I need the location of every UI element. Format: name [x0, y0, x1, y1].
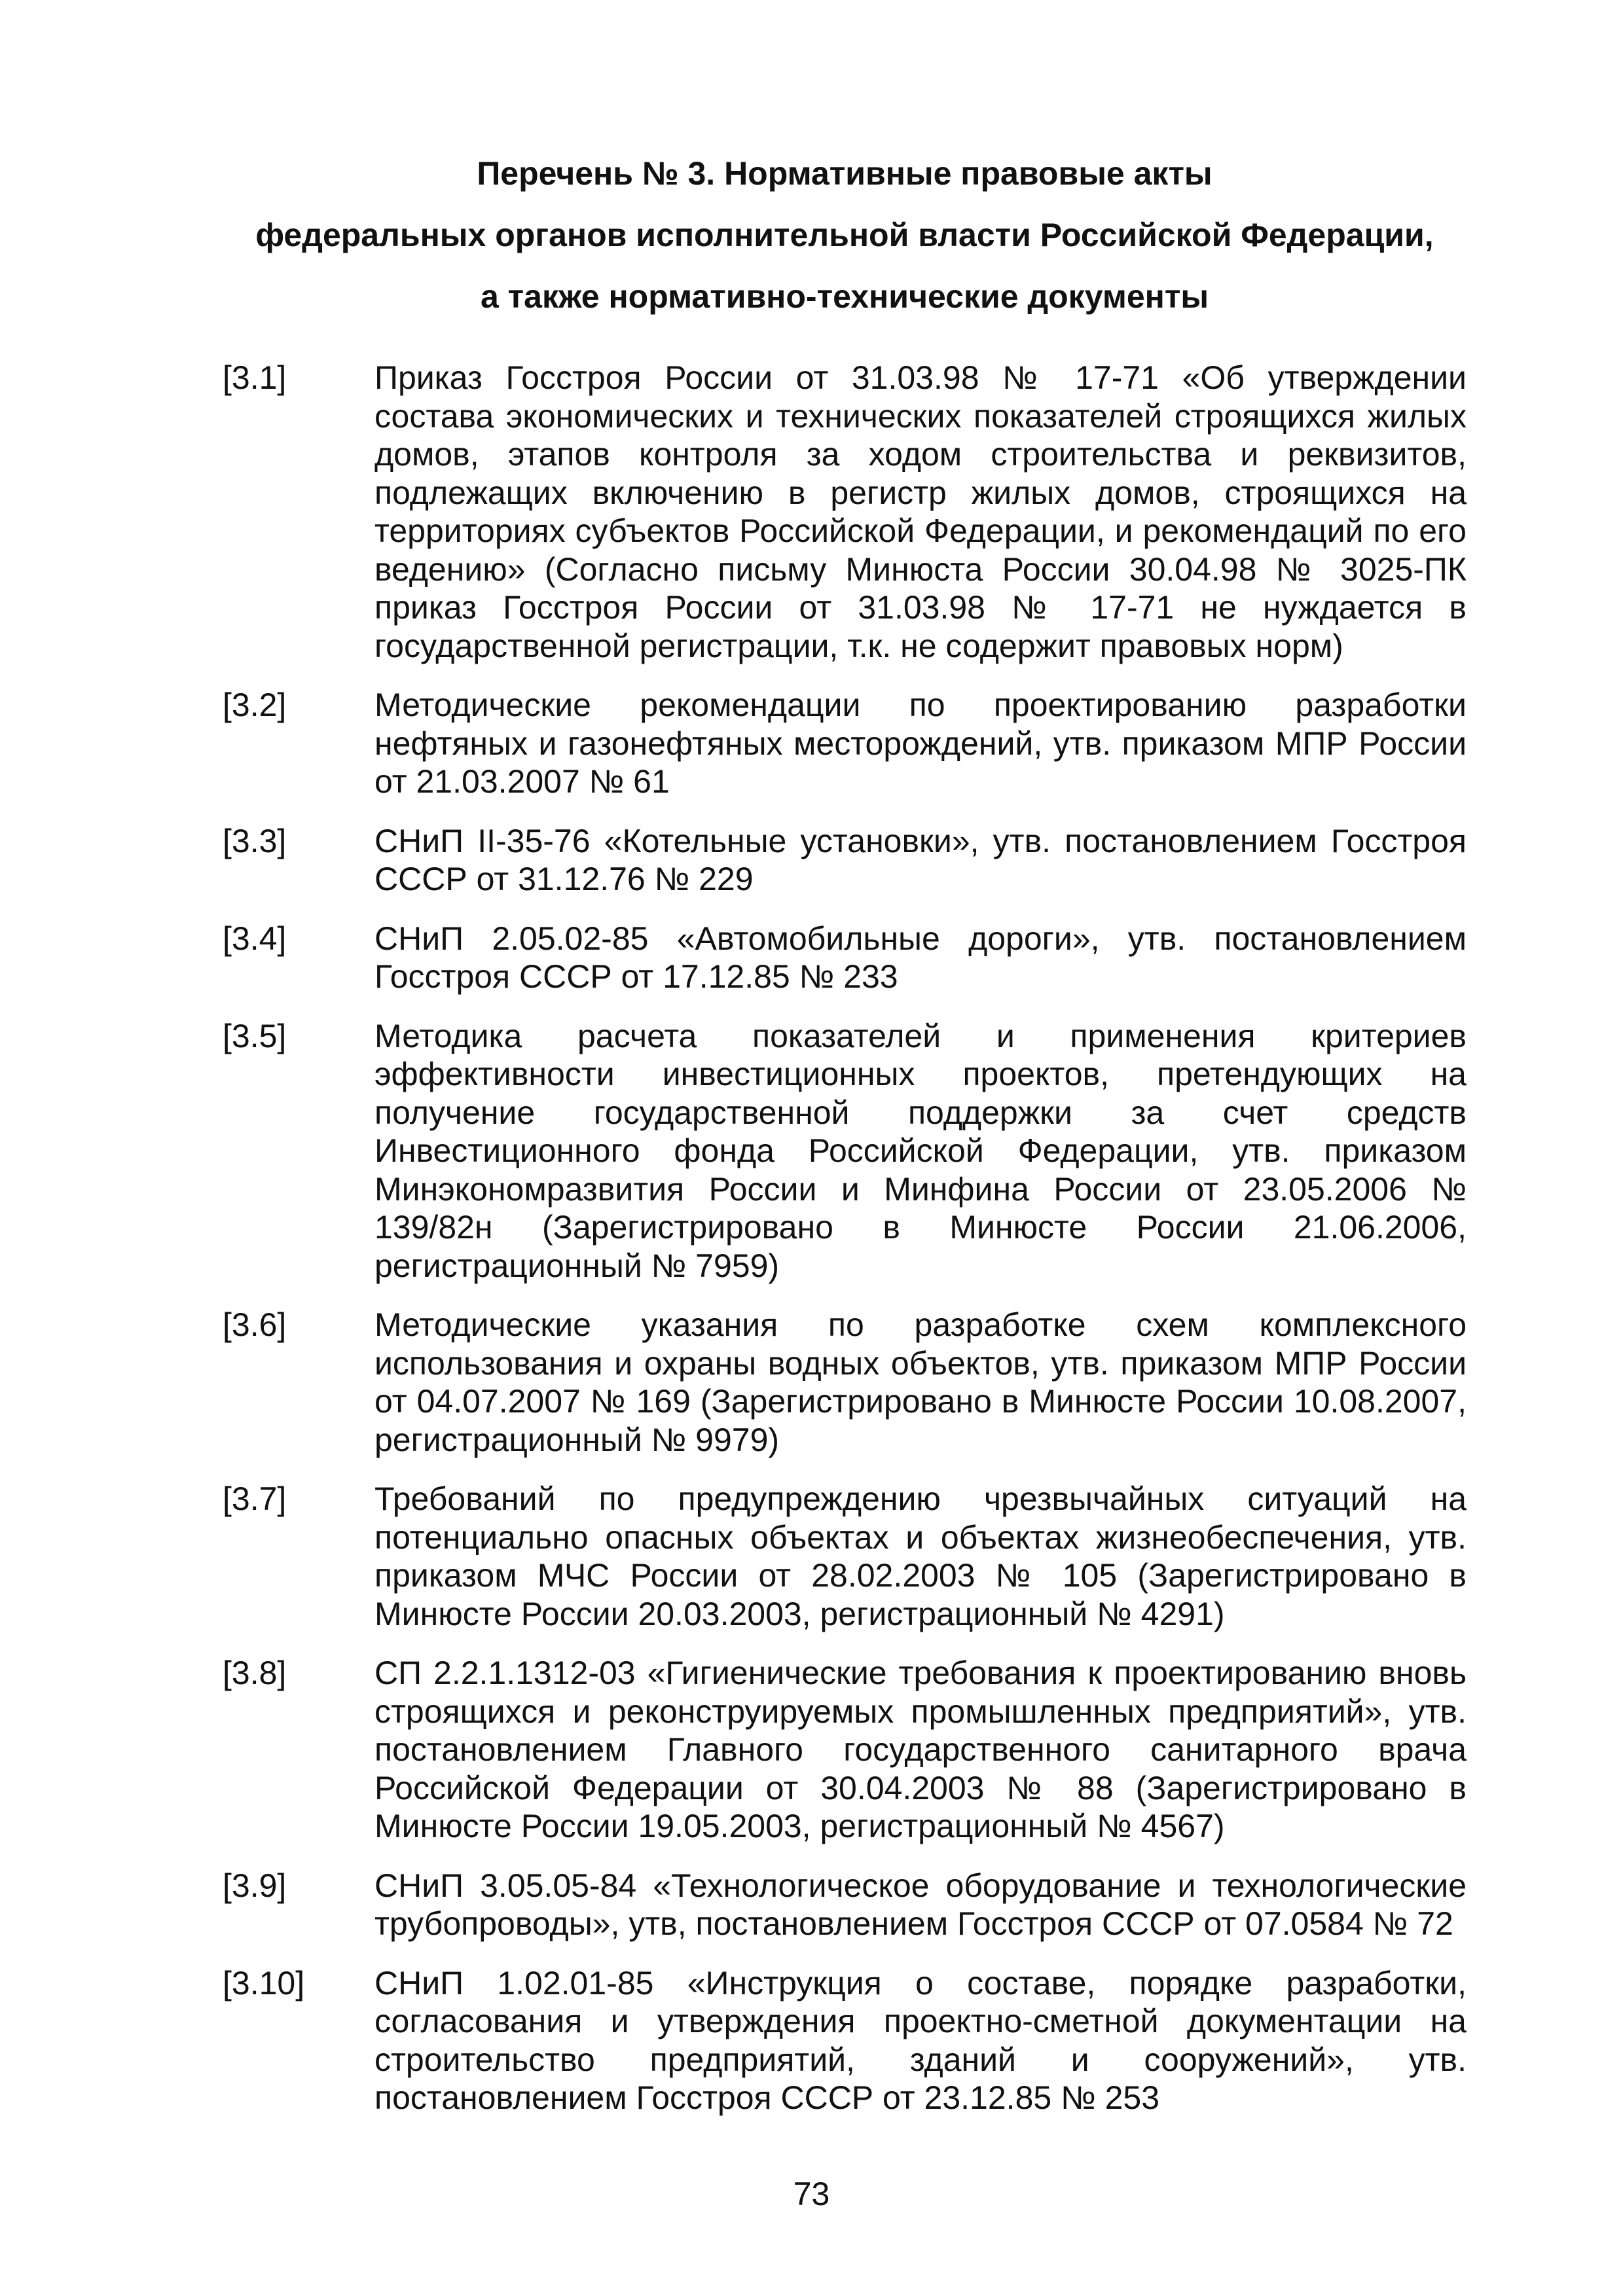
- list-item-3-6: [223, 1306, 1467, 1459]
- heading-line-3: а также нормативно-технические документы: [480, 278, 1209, 315]
- list-item-3-7: [223, 1480, 1467, 1633]
- list-item-3-10: [223, 1964, 1467, 2117]
- entry-number: [3.5]: [223, 1017, 287, 1054]
- entry-text: СНиП II-35-76 «Котельные установки», утв. постановлением Госстроя СССР от 31.12.76 № 229: [374, 822, 1467, 897]
- entry-number: [3.10]: [223, 1964, 305, 2001]
- list-item-3-2: [223, 686, 1467, 801]
- heading-line-2: федеральных органов исполнительной власти Российской Федерации,: [255, 217, 1434, 253]
- entry-text: СНиП 2.05.02-85 «Автомобильные дороги», утв. постановлением Госстроя СССР от 17.12.85 № 233: [374, 920, 1467, 995]
- entry-text: СНиП 1.02.01-85 «Инструкция о составе, порядке разработки, согласования и утверждения проектно-сметной документации на строительство предприятий, зданий и сооружений», утв. постановлением Госстроя СССР от 23.12.85 № 253: [374, 1964, 1467, 2116]
- entry-text: СП 2.2.1.1312-03 «Гигиенические требования к проектированию вновь строящихся и реконструируемых промышленных предприятий», утв. постановлением Главного государственного санитарного врача Российской Федерации от 30.04.2003 № 88 (Зарегистрировано в Минюсте России 19.05.2003, регистрационный № 4567): [374, 1655, 1467, 1844]
- entries-list: [223, 359, 1467, 2138]
- list-item-3-8: [223, 1654, 1467, 1846]
- entry-number: [3.4]: [223, 920, 287, 957]
- entry-text: Требований по предупреждению чрезвычайных ситуаций на потенциально опасных объектах и объектах жизнеобеспечения, утв. приказом МЧС России от 28.02.2003 № 105 (Зарегистрировано в Минюсте России 20.03.2003, регистрационный № 4291): [374, 1480, 1467, 1632]
- heading-line-1: Перечень № 3. Нормативные правовые акты: [477, 155, 1213, 192]
- list-item-3-4: [223, 920, 1467, 996]
- page-number: 73: [793, 2176, 830, 2212]
- entry-number: [3.3]: [223, 822, 287, 859]
- entry-text: Приказ Госстроя России от 31.03.98 № 17-71 «Об утверждении состава экономических и технических показателей строящихся жилых домов, этапов контроля за ходом строительства и реквизитов, подлежащих включению в регистр жилых домов, строящихся на территориях субъектов Российской Федерации, и рекомендаций по его ведению» (Согласно письму Минюста России 30.04.98 № 3025-ПК приказ Госстроя России от 31.03.98 № 17-71 не нуждается в государственной регистрации, т.к. не содержит правовых норм): [374, 359, 1467, 664]
- entry-text: Методика расчета показателей и применения критериев эффективности инвестиционных проектов, претендующих на получение государственной поддержки за счет средств Инвестиционного фонда Российской Федерации, утв. приказом Минэкономразвития России и Минфина России от 23.05.2006 № 139/82н (Зарегистрировано в Минюсте России 21.06.2006, регистрационный № 7959): [374, 1017, 1467, 1284]
- entry-number: [3.2]: [223, 687, 287, 723]
- entry-text: СНиП 3.05.05-84 «Технологическое оборудование и технологические трубопроводы», утв, постановлением Госстроя СССР от 07.0584 № 72: [374, 1867, 1467, 1942]
- entry-number: [3.7]: [223, 1480, 287, 1517]
- list-item-3-9: [223, 1867, 1467, 1943]
- entry-text: Методические указания по разработке схем комплексного использования и охраны водных объектов, утв. приказом МПР России от 04.07.2007 № 169 (Зарегистрировано в Минюсте России 10.08.2007, регистрационный № 9979): [374, 1306, 1467, 1458]
- list-item-3-3: [223, 822, 1467, 899]
- list-item-3-1: [223, 359, 1467, 665]
- entry-number: [3.1]: [223, 359, 287, 396]
- page-heading: [223, 143, 1467, 327]
- entry-text: Методические рекомендации по проектированию разработки нефтяных и газонефтяных месторождений, утв. приказом МПР России от 21.03.2007 № 61: [374, 687, 1467, 800]
- entry-number: [3.6]: [223, 1306, 287, 1343]
- entry-number: [3.8]: [223, 1655, 287, 1691]
- entry-number: [3.9]: [223, 1867, 287, 1904]
- list-item-3-5: [223, 1017, 1467, 1285]
